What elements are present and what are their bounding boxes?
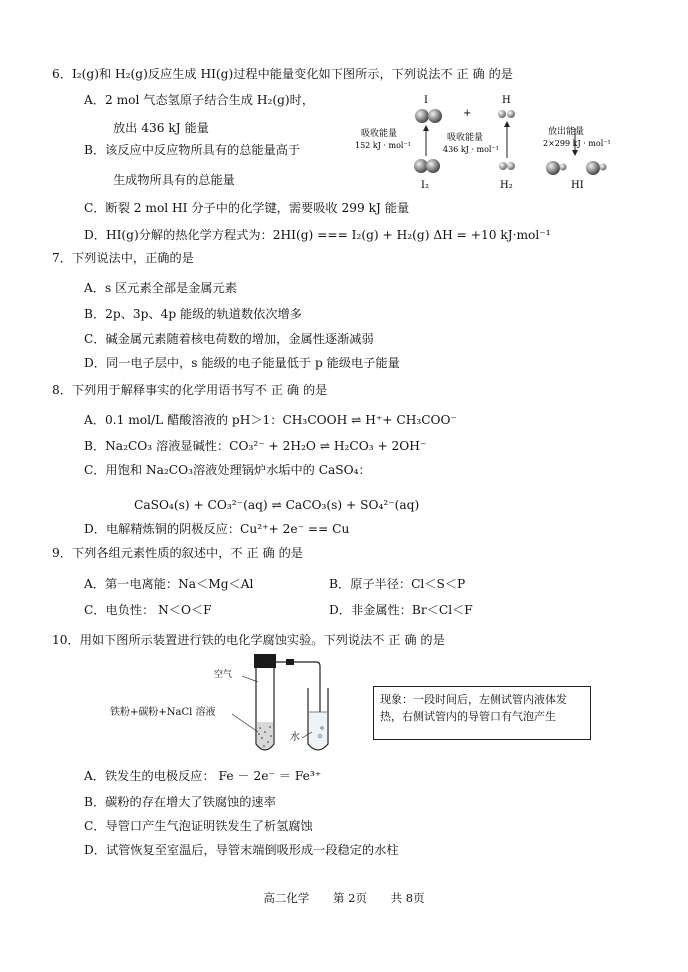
label-hi: HI (571, 180, 584, 191)
absorb-label-2: 吸收能量 (447, 133, 484, 143)
q10-option-a: A．铁发生的电极反应： Fe － 2e⁻ ＝ Fe³⁺ (84, 769, 322, 783)
release-label: 放出能量 (548, 127, 585, 137)
h-atom (498, 110, 506, 118)
energy-diagram (345, 88, 625, 196)
q7-stem: 7．下列说法中，正确的是 (52, 251, 194, 265)
q9-option-d: D．非金属性：Br＜Cl＜F (329, 603, 473, 617)
water (309, 712, 327, 749)
footer-total: 共 8页 (390, 891, 425, 905)
q9-option-a: A．第一电离能：Na＜Mg＜Al (84, 577, 254, 591)
q6-option-b-line1: B．该反应中反应物所具有的总能量高于 (84, 143, 301, 157)
q8-stem: 8．下列用于解释事实的化学用语书写不 正 确 的是 (52, 383, 328, 397)
q9-option-b: B．原子半径：Cl＜S＜P (329, 577, 466, 591)
h-atom (507, 110, 515, 118)
q7-option-b: B．2p、3p、4p 能级的轨道数依次增多 (84, 307, 302, 321)
q9-option-c: C．电负性： N＜O＜F (84, 603, 212, 617)
q7-option-d: D．同一电子层中，s 能级的电子能量低于 p 能级电子能量 (84, 356, 400, 370)
q6-option-c: C．断裂 2 mol HI 分子中的化学键，需要吸收 299 kJ 能量 (84, 201, 410, 215)
q8-option-d: D．电解精炼铜的阴极反应：Cu²⁺+ 2e⁻ == Cu (84, 522, 350, 536)
hi-molecule (586, 161, 600, 175)
q8-option-c-equation: CaSO₄(s) + CO₃²⁻(aq) ⇌ CaCO₃(s) + SO₄²⁻(aq) (134, 498, 420, 512)
q7-option-c: C．碱金属元素随着核电荷数的增加，金属性逐渐减弱 (84, 332, 374, 346)
footer-page: 第 2页 (333, 891, 367, 905)
plus-sign: + (463, 108, 472, 119)
release-value: 2×299 kJ · mol⁻¹ (543, 139, 611, 148)
q6-stem: 6．I₂(g)和 H₂(g)反应生成 HI(g)过程中能量变化如下图所示，下列说法不 正 确 的是 (52, 67, 513, 81)
absorb-value-1: 152 kJ · mol⁻¹ (355, 141, 411, 150)
page-footer (0, 890, 688, 906)
label-i2: I₂ (421, 180, 429, 191)
i-atom (415, 109, 429, 123)
q6-option-a-line2: 放出 436 kJ 能量 (113, 121, 209, 135)
label-h: H (502, 95, 511, 106)
h2-molecule (499, 162, 507, 170)
q6-option-d: D．HI(g)分解的热化学方程式为：2HI(g) === I₂(g) + H₂(g) ΔH = +10 kJ·mol⁻¹ (84, 228, 551, 242)
absorb-value-2: 436 kJ · mol⁻¹ (443, 145, 499, 154)
phenomenon-note: 现象：一段时间后，左侧试管内液体发热，右侧试管内的导管口有气泡产生 (373, 686, 591, 740)
label-water: 水 (290, 732, 300, 743)
q6-option-a-line1: A．2 mol 气态氢原子结合生成 H₂(g)时， (84, 93, 315, 107)
q10-option-b: B．碳粉的存在增大了铁腐蚀的速率 (84, 795, 276, 809)
q8-option-a: A．0.1 mol/L 醋酸溶液的 pH＞1：CH₃COOH ⇌ H⁺+ CH₃COO⁻ (84, 413, 457, 427)
q6-option-b-line2: 生成物所具有的总能量 (113, 173, 235, 187)
q7-option-a: A．s 区元素全部是金属元素 (84, 281, 237, 295)
q10-option-c: C．导管口产生气泡证明铁发生了析氢腐蚀 (84, 819, 313, 833)
i2-molecule (414, 159, 428, 173)
q9-stem: 9．下列各组元素性质的叙述中，不 正 确 的是 (52, 546, 303, 560)
absorb-label-1: 吸收能量 (361, 129, 398, 139)
q10-stem: 10．用如下图所示装置进行铁的电化学腐蚀实验。下列说法不 正 确 的是 (52, 633, 445, 647)
label-i: I (424, 95, 428, 106)
q8-option-c: C．用饱和 Na₂CO₃溶液处理锅炉水垢中的 CaSO₄： (84, 463, 371, 477)
hi-molecule (546, 161, 560, 175)
footer-subject: 高二化学 (263, 891, 310, 905)
q10-option-d: D．试管恢复至室温后，导管末端倒吸形成一段稳定的水柱 (84, 843, 399, 857)
label-mixture: 铁粉+碳粉+NaCl 溶液 (110, 707, 216, 718)
i-atom (428, 109, 442, 123)
q8-option-b: B．Na₂CO₃ 溶液显碱性：CO₃²⁻ + 2H₂O ⇌ H₂CO₃ + 2OH⁻ (84, 439, 427, 453)
rubber-stopper (254, 654, 276, 668)
label-h2: H₂ (500, 180, 513, 191)
label-air: 空气 (214, 670, 233, 680)
